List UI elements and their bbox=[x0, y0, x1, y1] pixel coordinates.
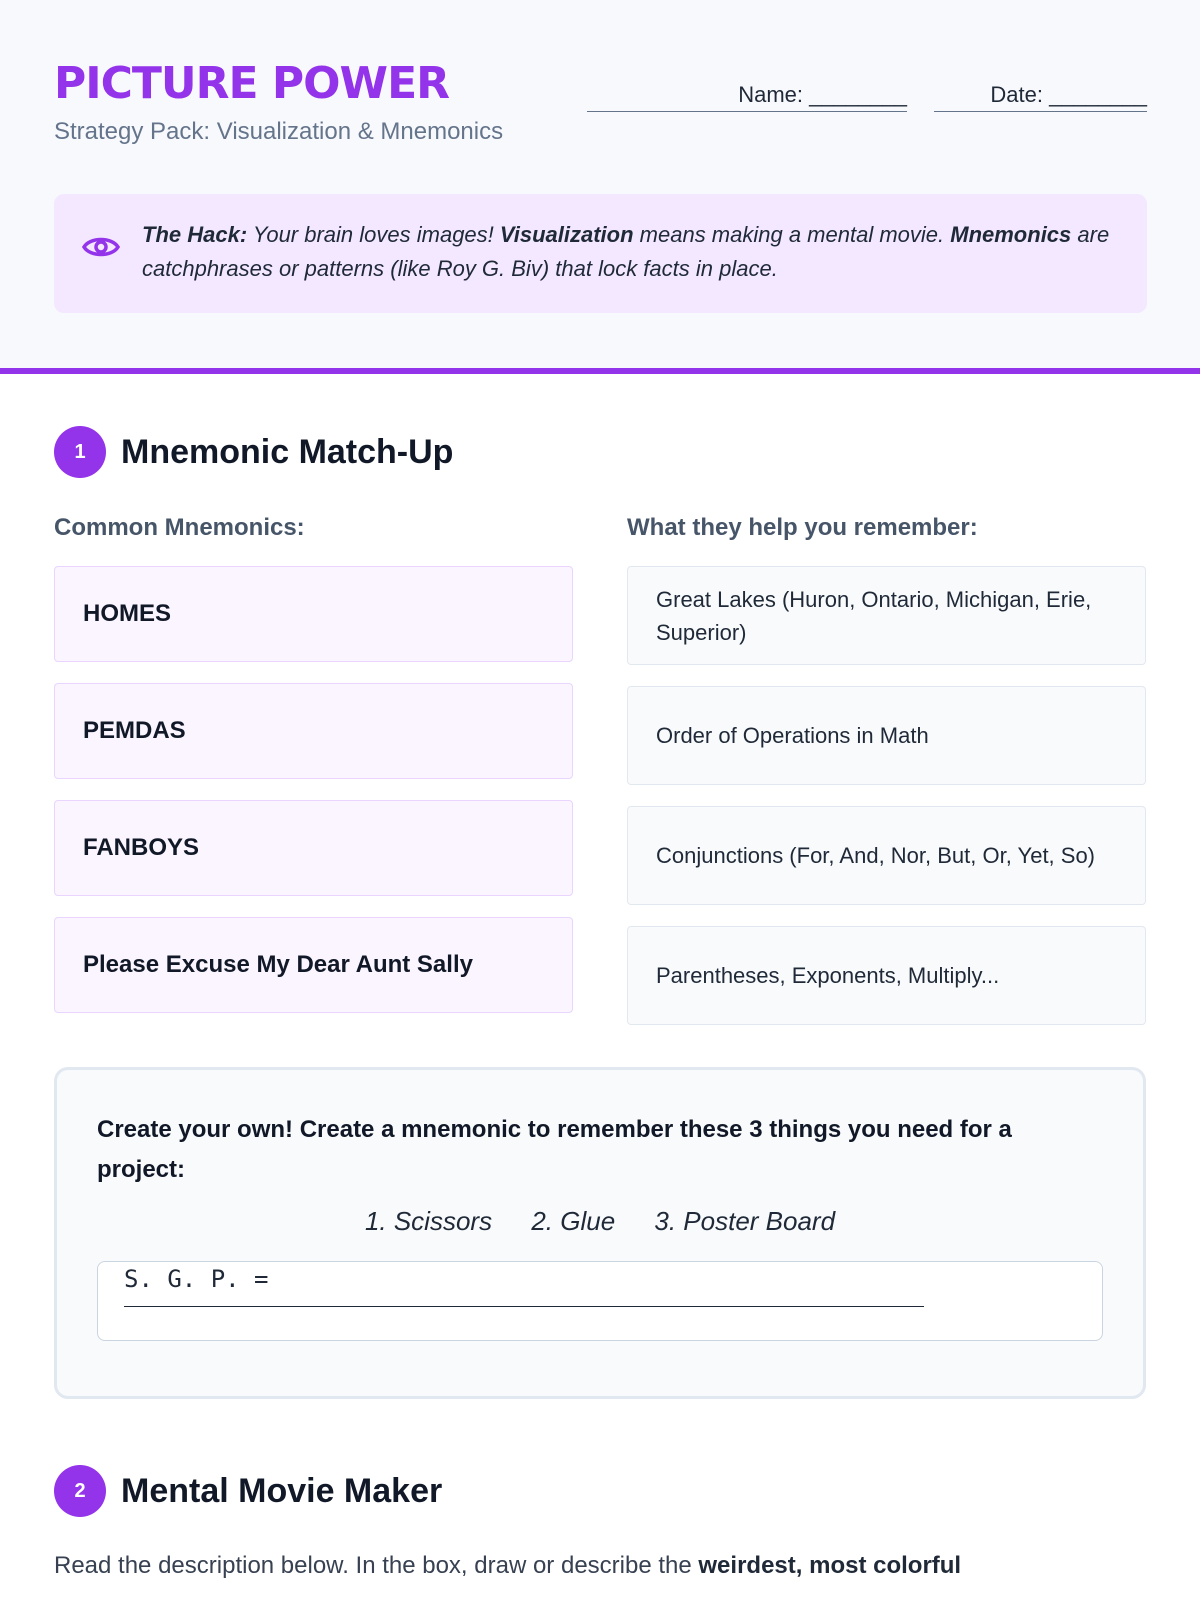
page-title: PICTURE POWER bbox=[54, 58, 450, 109]
meanings-column bbox=[627, 514, 1146, 1046]
project-items bbox=[97, 1206, 1103, 1237]
section-number-badge: 2 bbox=[54, 1465, 106, 1517]
worksheet-header bbox=[0, 0, 1200, 374]
project-item: 1. Scissors bbox=[364, 1206, 493, 1236]
create-prompt: Create your own! Create a mnemonic to remember these 3 things you need for a project: bbox=[97, 1116, 1012, 1183]
meaning-card[interactable]: Great Lakes (Huron, Ontario, Michigan, Erie, Superior) bbox=[627, 566, 1146, 665]
hack-term-mnemonics: Mnemonics bbox=[950, 222, 1072, 247]
mnemonics-heading: Common Mnemonics: bbox=[54, 514, 305, 541]
eye-icon bbox=[82, 232, 120, 272]
name-field[interactable]: Name: ________ bbox=[587, 82, 907, 112]
section-heading bbox=[54, 426, 1146, 478]
section-2-description bbox=[54, 1547, 1146, 1585]
section-title: Mnemonic Match-Up bbox=[121, 432, 454, 471]
meaning-card[interactable]: Order of Operations in Math bbox=[627, 686, 1146, 785]
match-columns bbox=[54, 514, 1146, 1046]
hack-lead: The Hack: bbox=[142, 222, 248, 247]
mnemonic-card[interactable]: Please Excuse My Dear Aunt Sally bbox=[54, 917, 573, 1013]
section-mnemonic-match-up bbox=[0, 426, 1200, 1585]
date-field[interactable]: Date: ________ bbox=[934, 82, 1147, 112]
hack-callout bbox=[54, 194, 1147, 313]
project-item: 2. Glue bbox=[531, 1206, 616, 1236]
answer-prefix: S. G. P. = bbox=[124, 1265, 269, 1293]
create-your-own-box bbox=[54, 1067, 1146, 1399]
description-text: Read the description below. In the box, draw or describe the bbox=[54, 1552, 699, 1579]
mnemonics-column bbox=[54, 514, 573, 1046]
project-item: 3. Poster Board bbox=[654, 1206, 836, 1236]
mnemonic-answer-field[interactable] bbox=[97, 1261, 1103, 1341]
meaning-card[interactable]: Conjunctions (For, And, Nor, But, Or, Yet, So) bbox=[627, 806, 1146, 905]
mnemonic-card[interactable]: HOMES bbox=[54, 566, 573, 662]
mnemonic-card[interactable]: FANBOYS bbox=[54, 800, 573, 896]
page-subtitle: Strategy Pack: Visualization & Mnemonics bbox=[54, 118, 504, 145]
hack-text-2: means making a mental movie. bbox=[633, 222, 951, 247]
answer-blank-line bbox=[124, 1306, 924, 1307]
meanings-heading: What they help you remember: bbox=[627, 514, 978, 541]
description-emphasis: weirdest, most colorful bbox=[698, 1552, 962, 1579]
section-title: Mental Movie Maker bbox=[121, 1471, 443, 1510]
section-heading-2 bbox=[54, 1465, 1146, 1517]
hack-text-3: are catchphrases or patterns (like Roy G. Biv) that lock facts in place. bbox=[142, 222, 1110, 281]
section-number-badge: 1 bbox=[54, 426, 106, 478]
hack-term-visualization: Visualization bbox=[499, 222, 634, 247]
meaning-card[interactable]: Parentheses, Exponents, Multiply... bbox=[627, 926, 1146, 1025]
mnemonic-card[interactable]: PEMDAS bbox=[54, 683, 573, 779]
hack-text-1: Your brain loves images! bbox=[247, 222, 500, 247]
